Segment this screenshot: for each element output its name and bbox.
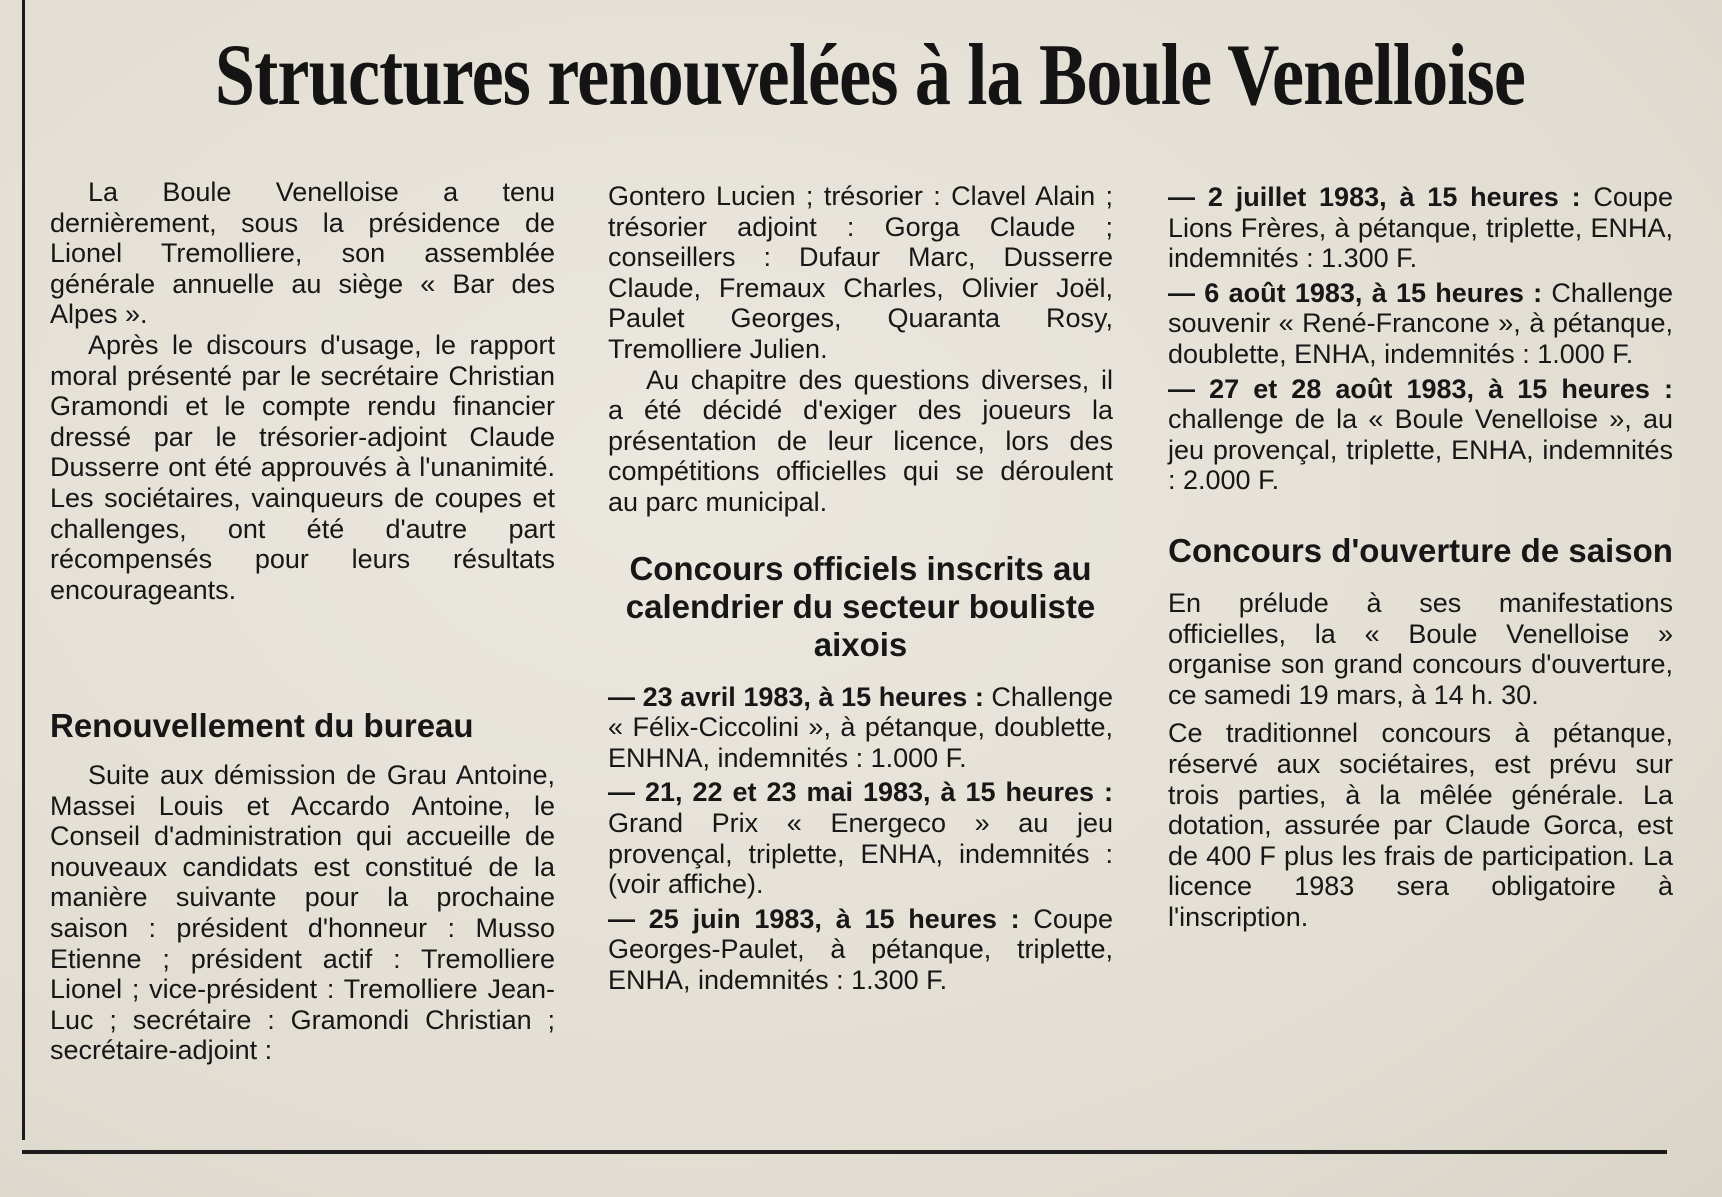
calendar-entry-text: Coupe Georges-Paulet, à pétanque, triplette, ENHA, indemnités : 1.300 F. [608,903,1113,995]
subheading-renouvellement: Renouvellement du bureau [50,707,474,744]
calendar-entry-text: Grand Prix « Energeco » au jeu provençal, triplette, ENHA, indemnités : (voir affiche). [608,807,1113,900]
calendar-entry-text: Coupe Lions Frères, à pétanque, triplette, ENHA, indemnités : 1.300 F. [1168,182,1673,274]
paragraph-traditionnel: Ce traditionnel concours à pétanque, réservé aux sociétaires, est prévu sur trois parties, à la mêlée générale. La dotation, assurée par Claude Gorca, est de 400 F plus les frais de participation. La licence 1983 sera obligatoire à l'inscription. [1168,718,1673,932]
calendar-entry-date: — 27 et 28 août 1983, à 15 heures : [1168,373,1673,404]
calendar-entry-date: — 23 avril 1983, à 15 heures : [608,681,984,712]
article-column-3 [1168,182,1673,932]
paragraph-prelude: En prélude à ses manifestations officielles, la « Boule Venelloise » organise son grand concours d'ouverture, ce samedi 19 mars, à 14 h. 30. [1168,587,1673,710]
paragraph-bureau: Suite aux démission de Grau Antoine, Massei Louis et Accardo Antoine, le Conseil d'administration qui accueille de nouveaux candidats est constitué de la manière suivante pour la prochaine saison : président d'honneur : Musso Etienne ; président actif : Tremolliere Lionel ; vice-président : Tremolliere Jean-Luc ; secrétaire : Gramondi Christian ; secrétaire-adjoint : [50,760,555,1066]
calendar-entry [1168,374,1673,496]
article-column-1 [50,177,555,1066]
paragraph-questions: Au chapitre des questions diverses, il a été décidé d'exiger des joueurs la présentation de leur licence, lors des compétitions officielles qui se déroulent au parc municipal. [608,364,1113,517]
article-column-2 [608,181,1113,999]
calendar-entry-date: — 2 juillet 1983, à 15 heures : [1168,182,1581,212]
calendar-entry-text: Challenge « Félix-Ciccolini », à pétanque, doublette, ENHNA, indemnités : 1.000 F. [608,681,1113,773]
paragraph-assembly: La Boule Venelloise a tenu dernièrement, sous la présidence de Lionel Tremolliere, son assemblée générale annuelle au siège « Bar des Alpes ». [50,177,555,330]
calendar-entry [1168,182,1673,274]
bottom-rule [22,1150,1667,1154]
calendar-entry [1168,278,1673,370]
paragraph-reports: Après le discours d'usage, le rapport moral présenté par le secrétaire Christian Gramondi et le compte rendu financier dressé par le trésorier-adjoint Claude Dusserre ont été approuvés à l'unanimité. Les sociétaires, vainqueurs de coupes et challenges, ont été d'autre part récompensés pour leurs résultats encourageants. [50,329,555,605]
calendar-entry-text: Challenge souvenir « René-Francone », à pétanque, doublette, ENHA, indemnités : 1.000 F. [1168,277,1673,369]
calendar-entry-date: — 21, 22 et 23 mai 1983, à 15 heures : [608,777,1113,808]
headline: Structures renouvelées à la Boule Venelloise [214,27,1526,124]
paragraph-bureau-continued: Gontero Lucien ; trésorier : Clavel Alain ; trésorier adjoint : Gorga Claude ; conseillers : Dufaur Marc, Dusserre Claude, Fremaux Charles, Olivier Joël, Paulet Georges, Quaranta Rosy, Tremolliere Julien. [608,181,1113,364]
calendar-entry-text: challenge de la « Boule Venelloise », au jeu provençal, triplette, ENHA, indemnités : 2.000 F. [1168,404,1673,496]
calendar-entry-date: — 25 juin 1983, à 15 heures : [608,903,1020,934]
calendar-entry [608,777,1113,899]
calendar-entry [608,904,1113,996]
calendar-entry [608,682,1113,774]
left-column-rule [22,0,25,1140]
subheading-concours-officiels: Concours officiels inscrits au calendrier du secteur bouliste aixois [625,549,1096,663]
subheading-concours-ouverture: Concours d'ouverture de saison [1168,531,1673,569]
calendar-entry-date: — 6 août 1983, à 15 heures : [1168,277,1543,308]
